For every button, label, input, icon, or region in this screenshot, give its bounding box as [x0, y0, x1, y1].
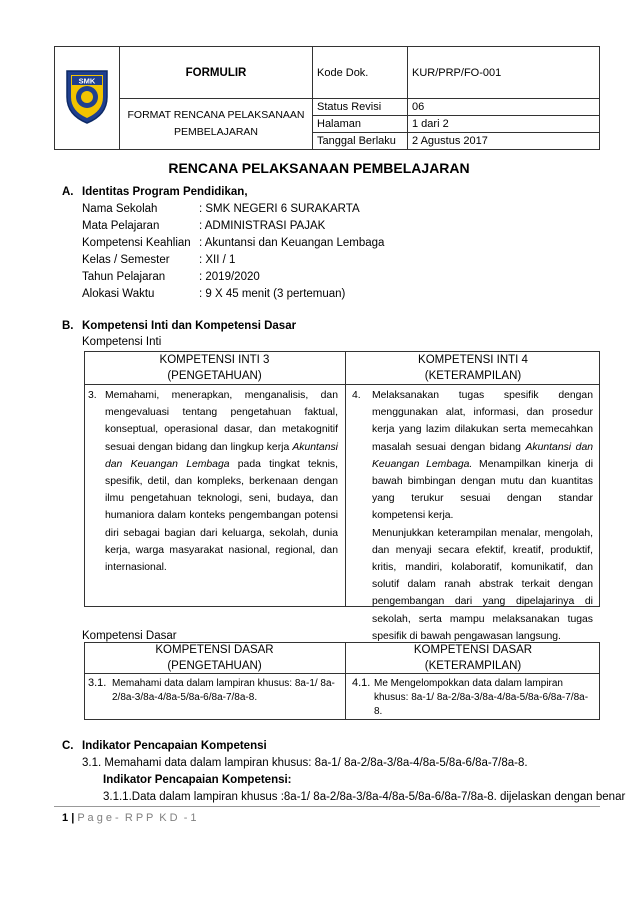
- identity-label: Nama Sekolah: [82, 203, 158, 215]
- ki4-text: [372, 387, 593, 645]
- logo-cell: [55, 47, 120, 150]
- identity-label: Kompetensi Keahlian: [82, 237, 191, 249]
- identity-value: : SMK NEGERI 6 SURAKARTA: [199, 203, 360, 215]
- ki3-text-part: pada tingkat teknis, spesifik, detil, dan kompleks, berkenaan dengan ilmu pengetahuan teknologi, seni, budaya, dan humaniora dalam konteks pengembangan potensi diri sebagai bagian dari keluarga, sekolah, dunia kerja, warga masyarakat nasional, regional, dan internasional.: [105, 458, 339, 574]
- form-label: FORMULIR: [120, 47, 313, 99]
- ki4-text-part: Melaksanakan tugas spesifik dengan menggunakan alat, informasi, dan prosedur kerja yang lazim dilakukan serta memecahkan masalah sesuai dengan bidang: [372, 390, 593, 453]
- ki3-header: [84, 352, 345, 384]
- identity-label-list: [82, 201, 191, 303]
- indicator-line: 3.1.1.Data dalam lampiran khusus :8a-1/ 8a-2/8a-3/8a-4/8a-5/8a-6/8a-7/8a-8. dijelaskan dengan benar: [103, 791, 626, 803]
- form-title-line1: FORMAT RENCANA PELAKSANAAN: [127, 109, 305, 121]
- ki3-text: [105, 387, 338, 576]
- identity-value: : ADMINISTRASI PAJAK: [199, 220, 326, 232]
- identity-label: Alokasi Waktu: [82, 288, 155, 300]
- section-a-title: Identitas Program Pendidikan,: [82, 186, 248, 198]
- kd-pengetahuan-header-line2: (PENGETAHUAN): [167, 660, 262, 672]
- footer-page-number: 1: [62, 812, 69, 824]
- footer-text: P a g e - R P P K D - 1: [77, 812, 197, 824]
- indicator-subtitle: Indikator Pencapaian Kompetensi:: [103, 774, 292, 786]
- tanggal-berlaku-value: 2 Agustus 2017: [408, 133, 600, 150]
- kd-keterampilan-header-line2: (KETERAMPILAN): [424, 660, 522, 672]
- section-c-title: Indikator Pencapaian Kompetensi: [82, 740, 267, 752]
- form-header-table: [54, 46, 600, 150]
- identity-value: : Akuntansi dan Keuangan Lembaga: [199, 237, 385, 249]
- page-footer: [62, 811, 197, 825]
- table-divider: [345, 351, 346, 607]
- identity-value-list: [199, 201, 384, 303]
- ki4-header-line1: KOMPETENSI INTI 4: [418, 354, 528, 366]
- kd41-number: 4.1.: [352, 677, 371, 689]
- tanggal-berlaku-label: Tanggal Berlaku: [313, 133, 408, 150]
- kompetensi-inti-label: Kompetensi Inti: [82, 336, 162, 348]
- ki3-header-line1: KOMPETENSI INTI 3: [159, 354, 270, 366]
- ki3-text-emphasis: Akuntansi dan Keuangan Lembaga: [105, 441, 338, 470]
- identity-label: Kelas / Semester: [82, 254, 170, 266]
- halaman-label: Halaman: [313, 116, 408, 133]
- footer-rule: [54, 806, 600, 807]
- ki3-number: 3.: [88, 390, 97, 401]
- ki4-header-line2: (KETERAMPILAN): [424, 370, 522, 382]
- identity-value: : 9 X 45 menit (3 pertemuan): [199, 288, 346, 300]
- document-title: RENCANA PELAKSANAAN PEMBELAJARAN: [168, 160, 470, 176]
- table-divider: [84, 384, 600, 385]
- ki4-text-part: Menampilkan kinerja di bawah bimbingan dengan mutu dan kuantitas yang terukur sesuai dengan standar kompetensi kerja.: [372, 458, 594, 522]
- ki3-text-part: Memahami, menerapkan, menganalisis, dan mengevaluasi tentang pengetahuan faktual, konseptual, operasional dasar, dan metakognitif sesuai dengan bidang dan lingkup kerja: [105, 390, 338, 453]
- footer-separator: |: [71, 812, 75, 824]
- identity-value: : 2019/2020: [199, 271, 260, 283]
- kompetensi-dasar-label: Kompetensi Dasar: [82, 630, 177, 642]
- form-title: [120, 99, 313, 150]
- ki4-text-emphasis: Akuntansi dan Keuangan Lembaga.: [372, 441, 594, 470]
- kd-pengetahuan-header: [84, 642, 345, 674]
- school-logo-icon: [61, 67, 113, 125]
- kd-keterampilan-header: [346, 642, 600, 674]
- section-c-marker: C.: [62, 740, 74, 752]
- kd31-number: 3.1.: [88, 677, 107, 689]
- kd41-text: Me Mengelompokkan data dalam lampiran khusus: 8a-1/ 8a-2/8a-3/8a-4/8a-5/8a-6/8a-7/8a-8.: [374, 678, 589, 717]
- kode-dok-value: KUR/PRP/FO-001: [408, 47, 600, 99]
- halaman-value: 1 dari 2: [408, 116, 600, 133]
- kd-keterampilan-header-line1: KOMPETENSI DASAR: [413, 644, 533, 656]
- kd-pengetahuan-header-line1: KOMPETENSI DASAR: [155, 644, 274, 656]
- status-revisi-value: 06: [408, 99, 600, 116]
- identity-value: : XII / 1: [199, 254, 236, 266]
- form-title-line2: PEMBELAJARAN: [173, 126, 259, 138]
- status-revisi-label: Status Revisi: [313, 99, 408, 116]
- logo-text: SMK: [78, 76, 96, 85]
- identity-label: Tahun Pelajaran: [82, 271, 166, 283]
- section-b-title: Kompetensi Inti dan Kompetensi Dasar: [82, 320, 297, 332]
- section-a-marker: A.: [62, 186, 74, 198]
- ki4-number: 4.: [352, 390, 361, 401]
- kode-dok-label: Kode Dok.: [313, 47, 408, 99]
- identity-label: Mata Pelajaran: [82, 220, 160, 232]
- ki4-text-part: Menunjukkan keterampilan menalar, mengolah, dan menyaji secara efektif, kreatif, produktif, kritis, mandiri, kolaboratif, komunikatif, dan solutif dalam ranah abstrak terkait dengan pengembangan dari yang dipelajarinya di sekolah, serta mampu melaksanakan tugas spesifik di bawah pengawasan langsung.: [372, 527, 593, 642]
- kd31-text: Memahami data dalam lampiran khusus: 8a-1/ 8a-2/8a-3/8a-4/8a-5/8a-6/8a-7/8a-8.: [112, 678, 335, 703]
- ki3-header-line2: (PENGETAHUAN): [167, 370, 262, 382]
- ki4-header: [346, 352, 600, 384]
- section-b-marker: B.: [62, 320, 74, 332]
- indicator-line: 3.1. Memahami data dalam lampiran khusus: 8a-1/ 8a-2/8a-3/8a-4/8a-5/8a-6/8a-7/8a-8.: [82, 757, 528, 769]
